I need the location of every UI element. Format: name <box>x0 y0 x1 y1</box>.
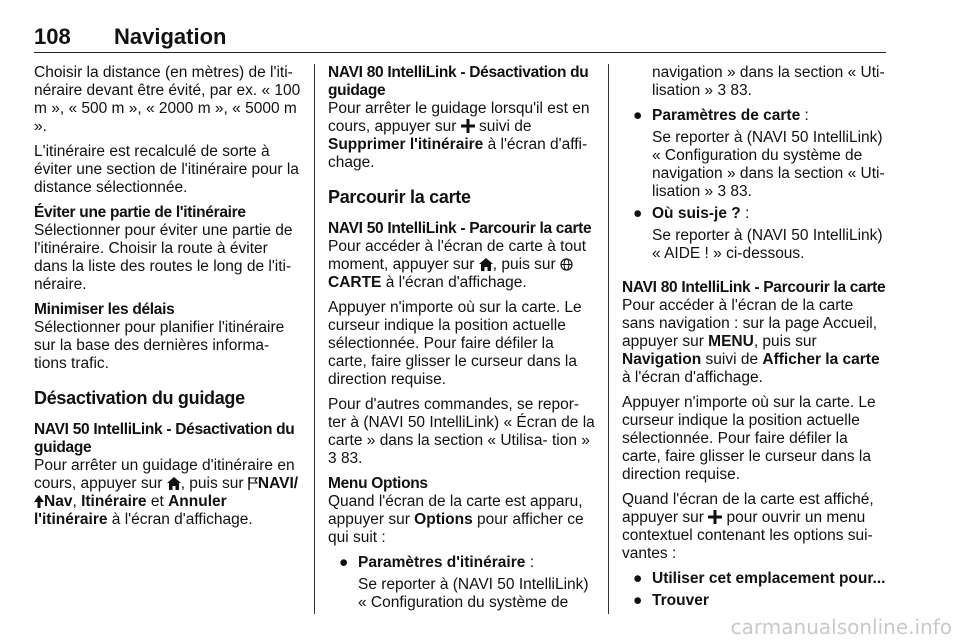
bullet-icon: ● <box>633 592 643 609</box>
text: Pour accéder à l'écran de carte à tout moment, appuyer sur <box>328 238 586 273</box>
page-ref-icon: 3 <box>717 82 727 99</box>
page-ref-icon: 3 <box>717 183 727 200</box>
subheading-navi50-browse: NAVI 50 IntelliLink - Parcourir la carte <box>328 220 592 237</box>
text: Quand l'écran de la carte est apparu, appuyer sur <box>328 493 583 528</box>
paragraph: Choisir la distance (en mètres) de l'iti- néraire devant être évité, par ex. « 100 m », « 500 m », « 2000 m », « 5000 m ». <box>34 64 301 135</box>
text: Utiliser cet emplacement pour... <box>652 570 886 587</box>
list-item <box>622 205 890 263</box>
paragraph <box>622 491 890 563</box>
bullet-icon: ● <box>633 205 643 222</box>
text: Pour arrêter un guidage d'itinéraire en cours, appuyer sur <box>34 457 295 492</box>
text: , <box>72 493 82 510</box>
text: à l'écran d'affichage. <box>622 369 763 386</box>
paragraph: Sélectionner pour planifier l'itinéraire sur la base des dernières informa- tions trafic. <box>34 319 285 372</box>
plus-icon <box>461 119 475 133</box>
text: Se reporter à (NAVI 50 IntelliLink) « Configuration du système de <box>358 576 589 611</box>
text: , puis sur <box>753 333 817 350</box>
subheading-options: Menu Options <box>328 475 428 492</box>
text: Supprimer l'itinéraire <box>328 136 484 153</box>
paragraph <box>328 396 596 468</box>
text: CARTE <box>328 274 382 291</box>
text: à l'écran d'affichage. <box>381 274 527 291</box>
text: : <box>525 554 535 571</box>
text: Nav <box>44 493 73 510</box>
text: Navigation <box>622 351 702 368</box>
bullet-icon: ● <box>633 107 643 124</box>
paragraph: Appuyer n'importe où sur la carte. Le curseur indique la position actuelle sélectionnée. Pour faire défiler la carte, faire glisser le curseur dans la direction requise. <box>328 299 582 388</box>
text: Annuler l'itinéraire <box>34 493 227 528</box>
page-header <box>34 22 886 53</box>
subheading-navi80-deactivate: NAVI 80 IntelliLink - Désactivation du guidage <box>328 64 589 99</box>
subheading-navi80-browse: NAVI 80 IntelliLink - Parcourir la carte <box>622 279 886 296</box>
page-title: Navigation <box>114 24 227 49</box>
text: Se reporter à (NAVI 50 IntelliLink) « AIDE ! » ci-dessous. <box>652 227 883 262</box>
text: Afficher la carte <box>762 351 880 368</box>
text: Pour accéder à l'écran de la carte sans navigation : sur la page Accueil, appuyer sur <box>622 297 878 350</box>
column-1 <box>34 64 302 536</box>
text: , puis sur <box>492 256 556 273</box>
text: Itinéraire <box>81 493 147 510</box>
list-item <box>622 570 890 588</box>
arrow-up-icon <box>34 495 44 508</box>
text: 83. <box>730 183 752 200</box>
bullet-icon: ● <box>339 554 349 571</box>
text: Pour arrêter le guidage lorsqu'il est en cours, appuyer sur <box>328 100 590 135</box>
text: navigation » dans la section « Uti- lisation » <box>652 64 885 99</box>
home-icon <box>479 258 493 271</box>
text: Options <box>414 511 473 528</box>
text: Trouver <box>652 592 709 609</box>
text: 83. <box>730 82 752 99</box>
paragraph <box>622 64 890 100</box>
paragraph: Sélectionner pour éviter une partie de l'itinéraire. Choisir la route à éviter dans la liste des routes le long de l'iti- néraire. <box>34 222 293 293</box>
flag-icon <box>248 477 258 490</box>
text: pour afficher ce qui suit : <box>328 511 584 546</box>
text: , puis sur <box>180 475 244 492</box>
column-2 <box>328 64 596 616</box>
list-item <box>622 592 890 610</box>
page-ref-icon: 3 <box>328 450 337 467</box>
text: suivi de <box>474 118 532 135</box>
text: Quand l'écran de la carte est affiché, appuyer sur <box>622 491 874 526</box>
plus-icon <box>708 510 722 524</box>
list-item <box>622 107 890 201</box>
section-title-deactivation: Désactivation du guidage <box>34 388 245 408</box>
page-number: 108 <box>34 24 71 49</box>
subheading-navi50-deactivate: NAVI 50 IntelliLink - Désactivation du guidage <box>34 421 295 456</box>
text: Où suis-je ? <box>652 205 741 222</box>
text: : <box>740 205 750 222</box>
text: 83. <box>340 450 363 467</box>
text: Se reporter à (NAVI 50 IntelliLink) « Configuration du système de navigation » dans la section « Uti- lisation » <box>652 129 885 200</box>
list-item <box>328 554 596 612</box>
text: suivi de <box>701 351 763 368</box>
text: et <box>146 493 169 510</box>
text: à l'écran d'affichage. <box>107 511 253 528</box>
paragraph: Appuyer n'importe où sur la carte. Le curseur indique la position actuelle sélectionnée. Pour faire défiler la carte, faire glisser le curseur dans la direction requise. <box>622 394 876 483</box>
text: NAVI/ <box>257 475 299 492</box>
globe-icon <box>560 258 573 271</box>
paragraph <box>34 457 302 529</box>
column-divider <box>608 64 609 614</box>
text: Pour d'autres commandes, se repor- ter à (NAVI 50 IntelliLink) « Écran de la carte » dans la section « Utilisa- tion » <box>328 396 595 449</box>
column-3 <box>622 64 890 614</box>
section-title-browse: Parcourir la carte <box>328 187 471 207</box>
paragraph <box>328 493 596 547</box>
text: Paramètres d'itinéraire <box>358 554 526 571</box>
text <box>652 129 890 201</box>
bullet-icon: ● <box>633 570 643 587</box>
paragraph: L'itinéraire est recalculé de sorte à éviter une section de l'itinéraire pour la distance sélectionnée. <box>34 143 299 196</box>
text: Paramètres de carte <box>652 107 801 124</box>
paragraph <box>328 238 596 292</box>
text: : <box>800 107 809 124</box>
text: à l'écran d'affi- chage. <box>328 136 588 171</box>
paragraph <box>328 100 596 172</box>
watermark: carmanualsonline.info <box>730 615 952 639</box>
subheading-delays: Minimiser les délais <box>34 301 175 318</box>
text: pour ouvrir un menu contextuel contenant les options sui- vantes : <box>622 509 873 562</box>
column-divider <box>314 64 315 614</box>
text: MENU <box>708 333 754 350</box>
home-icon <box>167 477 181 490</box>
subheading-avoid: Éviter une partie de l'itinéraire <box>34 204 246 221</box>
paragraph <box>622 297 890 387</box>
